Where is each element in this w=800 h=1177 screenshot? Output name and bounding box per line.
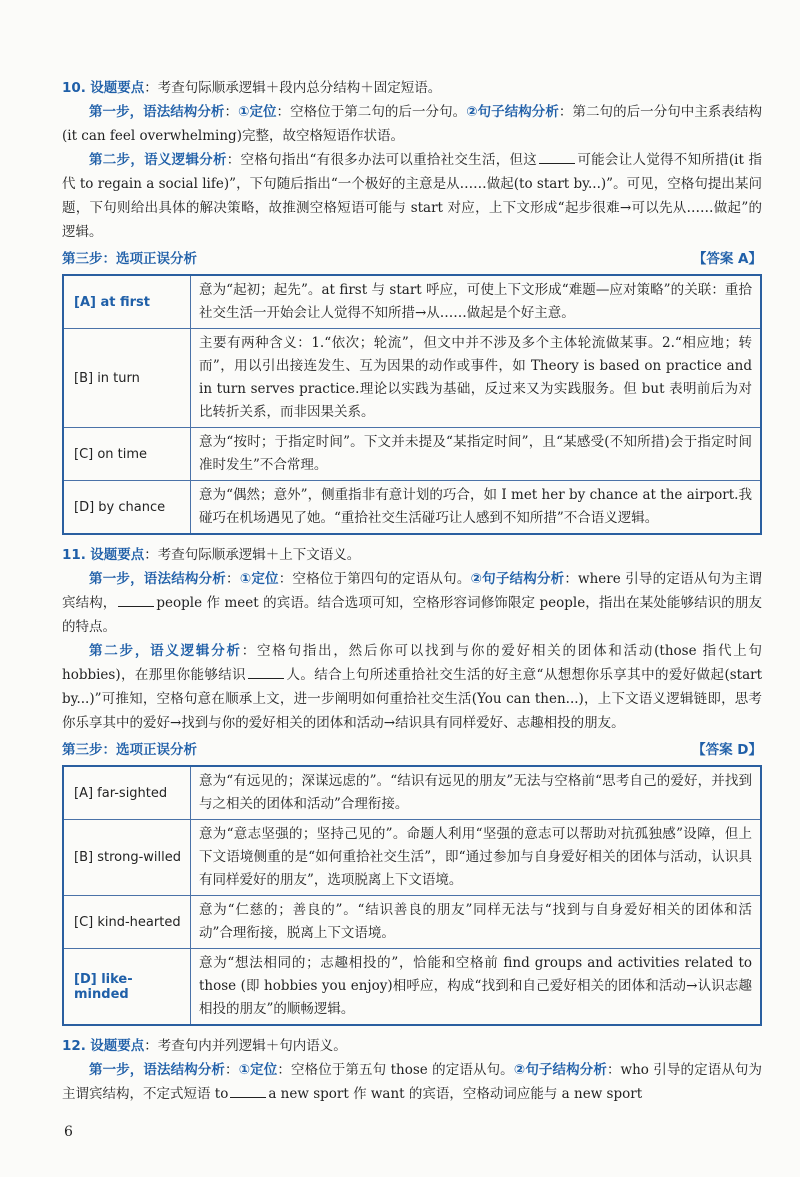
q10-step1-struct-text: ：第二句的后一分句中主系表结构(it can feel overwhelming)完整，故空格短语作状语。 xyxy=(62,104,762,144)
q11-step1-pos-label: ①定位 xyxy=(239,571,279,587)
q12-key-label: 设题要点 xyxy=(90,1038,145,1054)
q11-step3-header xyxy=(62,739,762,761)
q10-option-b-desc: 主要有两种含义：1.“依次；轮流”，但文中并不涉及多个主体轮流做某事。2.“相应地；转而”，用以引出接连发生、互为因果的动作或事件，如 Theory is based on practice and in turn serves practice.理论以实践为基础，反过来又为实践服务。但 but 表明前后为对比转折关系，而非因果关系。 xyxy=(191,329,762,428)
q11-step2-text-a: ：空格句指出，然后你可以找到与你的爱好相关的团体和活动(those 指代上句 hobbies)，在那里你能够结识 xyxy=(62,643,762,683)
q11-blank-1 xyxy=(118,594,154,607)
q11-step2-label: 第二步，语义逻辑分析 xyxy=(89,643,242,659)
q11-option-c-label: [C] kind-hearted xyxy=(63,896,191,949)
q11-key-point xyxy=(62,543,762,567)
q11-step1-label: 第一步，语法结构分析 xyxy=(89,571,226,587)
table-row xyxy=(63,275,761,329)
table-row xyxy=(63,428,761,481)
q11-key-label: 设题要点 xyxy=(90,547,145,563)
q11-option-a-label: [A] far-sighted xyxy=(63,766,191,820)
q12-blank xyxy=(230,1085,266,1098)
q11-step2 xyxy=(62,639,762,735)
q10-step2-text-b: 可能会让人觉得不知所措(it 指代 to regain a social life)”，下句随后指出“一个极好的主意是从……做起(to start by...)”。可见，空格句提出某问题，下句则给出具体的解决策略，故推测空格短语可能与 start 对应，上下文形成“起步很难→可以先从……做起”的逻辑。 xyxy=(62,152,762,240)
table-row xyxy=(63,949,761,1026)
q10-number: 10. xyxy=(62,80,86,96)
q10-blank xyxy=(539,151,575,164)
q11-option-b-label: [B] strong-willed xyxy=(63,820,191,896)
q11-number: 11. xyxy=(62,547,86,563)
q12-step1-pos-label: ①定位 xyxy=(238,1062,278,1078)
q10-step3-label: 第三步：选项正误分析 xyxy=(62,251,197,267)
q12-step1-label: 第一步，语法结构分析 xyxy=(89,1062,226,1078)
q11-step1: 第一步，语法结构分析：①定位：空格位于第四句的定语从句。②句子结构分析：where 引导的定语从句为主谓宾结构， people 作 meet 的宾语。结合选项可知，空格形容词修饰限定 people，指出在某处能够结识的朋友的特点。 xyxy=(62,571,763,635)
q10-step1: 第一步，语法结构分析：①定位：空格位于第二句的后一分句。②句子结构分析：第二句的后一分句中主系表结构(it can feel overwhelming)完整，故空格短语作状语。 xyxy=(62,104,762,144)
q11-step1-pos-text: ：空格位于第四句的定语从句。 xyxy=(278,571,471,587)
q10-option-d-label: [D] by chance xyxy=(63,481,191,535)
table-row xyxy=(63,766,761,820)
q12-step1-struct-label: ②句子结构分析 xyxy=(513,1062,607,1078)
q11-options-table xyxy=(62,765,762,1026)
q11-option-b-desc: 意为“意志坚强的；坚持己见的”。命题人利用“坚强的意志可以帮助对抗孤独感”设障，但上下文语境侧重的是“如何重拾社交生活”，即“通过参加与自身爱好相关的团体与活动，认识具有同样爱好的朋友”，选项脱离上下文语境。 xyxy=(191,820,762,896)
q11-option-c-desc: 意为“仁慈的；善良的”。“结识善良的朋友”同样无法与“找到与自身爱好相关的团体和活动”合理衔接，脱离上下文语境。 xyxy=(191,896,762,949)
q10-step3-header xyxy=(62,248,762,270)
q10-option-c-label: [C] on time xyxy=(63,428,191,481)
q12-key-point xyxy=(62,1034,762,1058)
q10-option-d-desc: 意为“偶然；意外”，侧重指非有意计划的巧合，如 I met her by chance at the airport.我碰巧在机场遇见了她。“重拾社交生活碰巧让人感到不知所措”不合语义逻辑。 xyxy=(191,481,762,535)
q10-key-label: 设题要点 xyxy=(90,80,145,96)
q11-step1-struct-text-b: people 作 meet 的宾语。结合选项可知，空格形容词修饰限定 people，指出在某处能够结识的朋友的特点。 xyxy=(62,595,762,635)
q10-step1-struct-label: ②句子结构分析 xyxy=(466,104,559,120)
q10-step2 xyxy=(62,148,762,244)
q12-key-text: ：考查句内并列逻辑＋句内语义。 xyxy=(144,1038,347,1054)
q12-step1-struct-text-b: a new sport 作 want 的宾语，空格动词应能与 a new sport xyxy=(268,1086,643,1102)
q12-step1: 第一步，语法结构分析：①定位：空格位于第五句 those 的定语从句。②句子结构分析：who 引导的定语从句为主谓宾结构，不定式短语 to a new sport 作 want 的宾语，空格动词应能与 a new sport xyxy=(62,1062,763,1102)
q10-option-b-label: [B] in turn xyxy=(63,329,191,428)
q10-answer: 【答案 A】 xyxy=(692,251,762,267)
q12-number: 12. xyxy=(62,1038,86,1054)
q10-option-c-desc: 意为“按时；于指定时间”。下文并未提及“某指定时间”，且“某感受(不知所措)会于指定时间准时发生”不合常理。 xyxy=(191,428,762,481)
q11-step1-struct-text-a: ：where 引导的定语从句为主谓宾结构， xyxy=(62,571,763,611)
q11-blank-2 xyxy=(248,666,284,679)
q11-option-d-desc: 意为“想法相同的；志趣相投的”，恰能和空格前 find groups and activities related to those (即 hobbies you enjoy)相呼应，构成“找到和自己爱好相关的团体和活动→认识志趣相投的朋友”的顺畅逻辑。 xyxy=(191,949,762,1026)
q10-option-a-label: [A] at first xyxy=(63,275,191,329)
q11-step2-text-b: 人。结合上句所述重拾社交生活的好主意“从想想你乐享其中的爱好做起(start by...)”可推知，空格句意在顺承上文，进一步阐明如何重拾社交生活(You can then...)，上下文语义逻辑链即，思考你乐享其中的爱好→找到与你的爱好相关的团体和活动→结识具有同样爱好、志趣相投的朋友。 xyxy=(62,667,762,731)
q10-step2-text-a: ：空格句指出“有很多办法可以重拾社交生活，但这 xyxy=(226,152,538,168)
q11-answer: 【答案 D】 xyxy=(692,742,762,758)
table-row xyxy=(63,481,761,535)
q10-step1-label: 第一步，语法结构分析 xyxy=(89,104,225,120)
q12-step1-pos-text: ：空格位于第五句 those 的定语从句。 xyxy=(277,1062,514,1078)
table-row xyxy=(63,896,761,949)
q11-step1-struct-label: ②句子结构分析 xyxy=(470,571,565,587)
q10-step1-pos-label: ①定位 xyxy=(237,104,277,120)
q11-step3-label: 第三步：选项正误分析 xyxy=(62,742,197,758)
page-content xyxy=(62,72,762,1106)
table-row xyxy=(63,329,761,428)
page-number: 6 xyxy=(64,1124,73,1140)
q12-step1-struct-text-a: ：who 引导的定语从句为主谓宾结构，不定式短语 to xyxy=(62,1062,763,1102)
q10-options-table xyxy=(62,274,762,535)
q10-step2-label: 第二步，语义逻辑分析 xyxy=(89,152,227,168)
q10-option-a-desc: 意为“起初；起先”。at first 与 start 呼应，可使上下文形成“难题—应对策略”的关联：重拾社交生活一开始会让人觉得不知所措→从……做起是个好主意。 xyxy=(191,275,762,329)
table-row xyxy=(63,820,761,896)
q10-step1-pos-text: ：空格位于第二句的后一分句。 xyxy=(276,104,467,120)
q11-option-d-label: [D] like-minded xyxy=(63,949,191,1026)
q10-key-point xyxy=(62,76,762,100)
q11-key-text: ：考查句际顺承逻辑＋上下文语义。 xyxy=(144,547,361,563)
q11-option-a-desc: 意为“有远见的；深谋远虑的”。“结识有远见的朋友”无法与空格前“思考自己的爱好，并找到与之相关的团体和活动”合理衔接。 xyxy=(191,766,762,820)
q10-key-text: ：考查句际顺承逻辑＋段内总分结构＋固定短语。 xyxy=(144,80,442,96)
